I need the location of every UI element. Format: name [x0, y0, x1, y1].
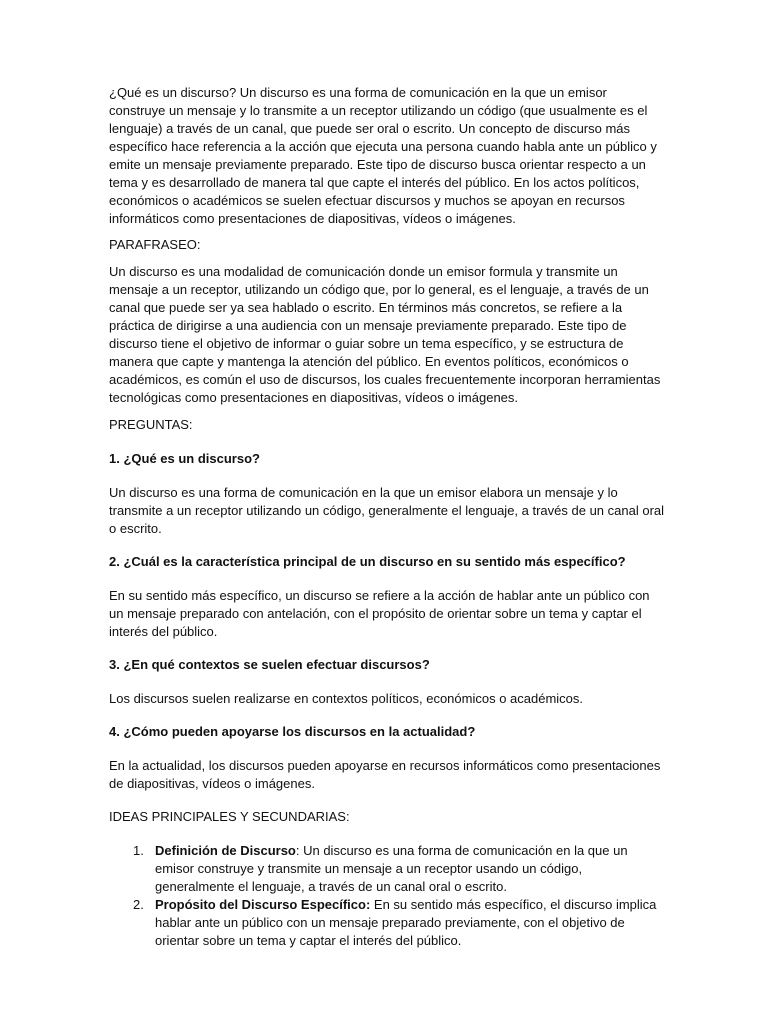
- question-1: 1. ¿Qué es un discurso?: [109, 451, 260, 466]
- question-2: 2. ¿Cuál es la característica principal de un discurso en su sentido más específico?: [109, 554, 626, 569]
- idea-term: Definición de Discurso: [155, 843, 296, 858]
- intro-paragraph: ¿Qué es un discurso? Un discurso es una forma de comunicación en la que un emisor construye un mensaje y lo transmite a un receptor utilizando un código (que usualmente es el lenguaje) a través de un canal, que puede ser oral o escrito. Un concepto de discurso más específico hace referencia a la acción que ejecuta una persona cuando habla ante un público y emite un mensaje previamente preparado. Este tipo de discurso busca orientar respecto a un tema y es desarrollado de manera tal que capte el interés del público. En los actos políticos, económicos o académicos se suelen efectuar discursos y muchos se apoyan en recursos informáticos como presentaciones de diapositivas, vídeos o imágenes.: [109, 85, 657, 226]
- answer-2: En su sentido más específico, un discurso se refiere a la acción de hablar ante un público con un mensaje preparado con antelación, con el propósito de orientar sobre un tema y captar el interés del público.: [109, 588, 650, 639]
- answer-3: Los discursos suelen realizarse en contextos políticos, económicos o académicos.: [109, 691, 584, 706]
- paraphrase-paragraph: Un discurso es una modalidad de comunicación donde un emisor formula y transmite un mensaje a un receptor, utilizando un código que, por lo general, es el lenguaje, a través de un canal que puede ser ya sea hablado o escrito. En términos más concretos, se refiere a la práctica de dirigirse a una audiencia con un mensaje previamente preparado. Este tipo de discurso tiene el objetivo de informar o guiar sobre un tema específico, y se estructura de manera que capte y mantenga la atención del público. En eventos políticos, económicos o académicos, es común el uso de discursos, los cuales frecuentemente incorporan herramientas tecnológicas como presentaciones en diapositivas, vídeos o imágenes.: [109, 264, 661, 405]
- idea-text: En su sentido más específico, el discurso implica hablar ante un público con un mensaje preparado previamente, con el objetivo de orientar sobre un tema y captar el interés del público.: [155, 897, 657, 948]
- idea-item-1: [133, 842, 665, 896]
- idea-item-2: [133, 896, 665, 950]
- ideas-heading: IDEAS PRINCIPALES Y SECUNDARIAS:: [109, 809, 350, 824]
- document-page: [109, 84, 665, 950]
- idea-number: 1.: [133, 843, 144, 858]
- answer-4: En la actualidad, los discursos pueden apoyarse en recursos informáticos como presentaciones de diapositivas, vídeos o imágenes.: [109, 758, 661, 791]
- idea-term: Propósito del Discurso Específico:: [155, 897, 371, 912]
- idea-number: 2.: [133, 897, 144, 912]
- paraphrase-heading: PARAFRASEO:: [109, 237, 201, 252]
- answer-1: Un discurso es una forma de comunicación en la que un emisor elabora un mensaje y lo transmite a un receptor utilizando un código, generalmente el lenguaje, a través de un canal oral o escrito.: [109, 485, 665, 536]
- ideas-list: [109, 842, 665, 950]
- questions-heading: PREGUNTAS:: [109, 417, 193, 432]
- idea-text: : Un discurso es una forma de comunicación en la que un emisor construye y transmite un mensaje a un receptor usando un código, generalmente el lenguaje, a través de un canal oral o escrito.: [155, 843, 628, 894]
- question-3: 3. ¿En qué contextos se suelen efectuar discursos?: [109, 657, 430, 672]
- question-4: 4. ¿Cómo pueden apoyarse los discursos en la actualidad?: [109, 724, 476, 739]
